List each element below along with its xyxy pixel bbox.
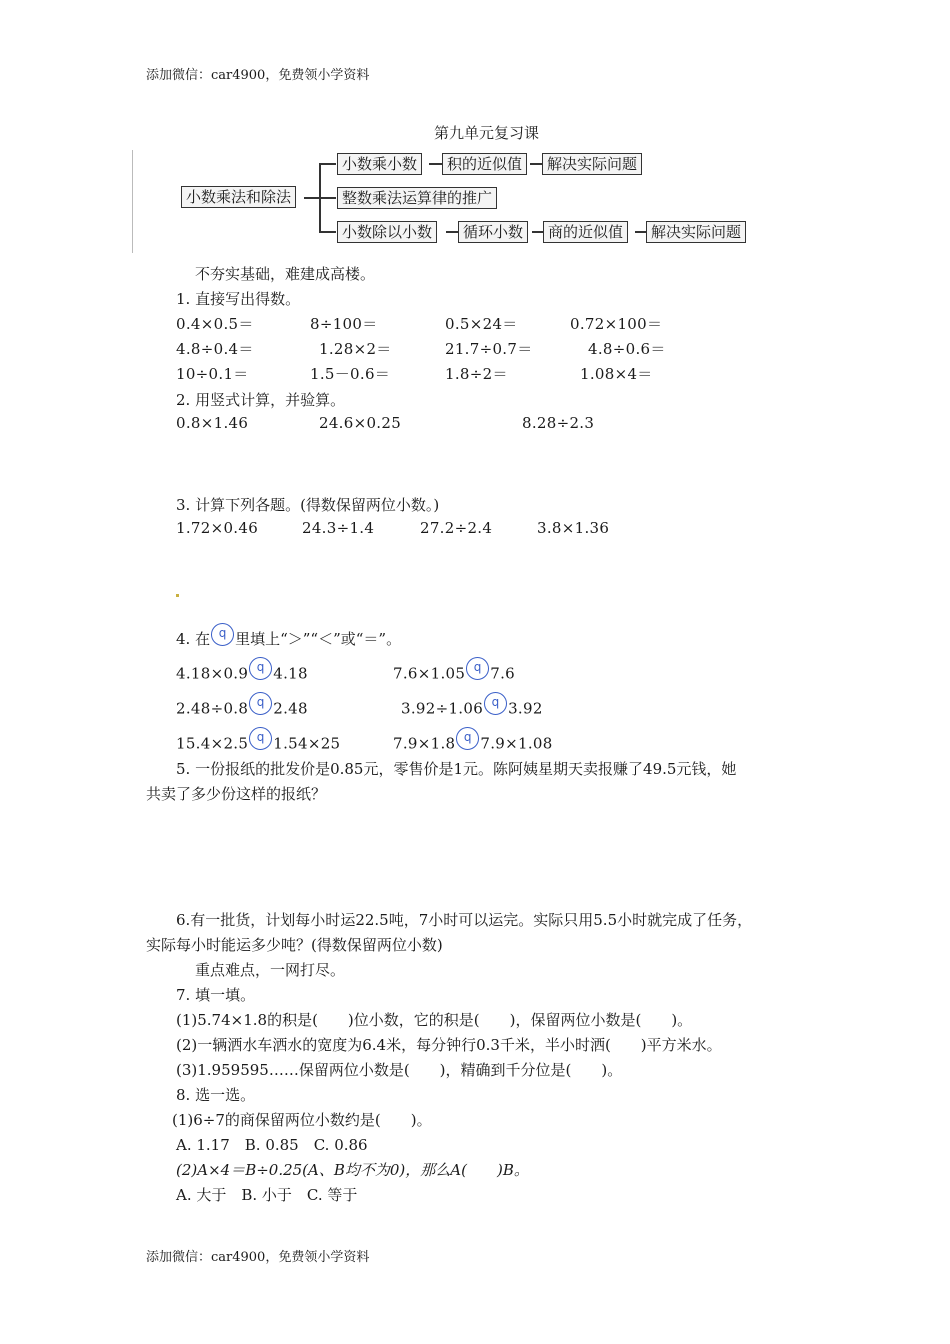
connector	[319, 231, 336, 233]
compare-right: 1.54×25	[273, 734, 341, 753]
question-4-text: 里填上“＞”“＜”或“＝”。	[235, 630, 402, 648]
section-intro: 重点难点，一网打尽。	[195, 961, 346, 979]
calc-item: 21.7÷0.7＝	[445, 340, 533, 358]
calc-item: 4.8÷0.4＝	[176, 340, 254, 358]
connector	[319, 163, 336, 165]
calc-item: 4.8÷0.6＝	[588, 340, 666, 358]
section-intro: 不夯实基础，难建成高楼。	[195, 265, 376, 283]
diagram-node: 积的近似值	[442, 153, 527, 175]
calc-item: 3.8×1.36	[537, 519, 610, 537]
connector	[446, 231, 458, 233]
connector	[319, 197, 336, 199]
calc-item: 24.3÷1.4	[302, 519, 375, 537]
compare-circle-icon[interactable]: q	[249, 657, 272, 680]
compare-circle-icon[interactable]: q	[249, 727, 272, 750]
calc-item: 0.5×24＝	[445, 315, 518, 333]
compare-circle-icon[interactable]: q	[456, 727, 479, 750]
connector	[530, 163, 542, 165]
calc-item: 0.4×0.5＝	[176, 315, 254, 333]
calc-item: 27.2÷2.4	[420, 519, 493, 537]
compare-right: 7.9×1.08	[480, 734, 553, 753]
question-4-title	[176, 625, 402, 652]
choice-options: A. 大于 B. 小于 C. 等于	[176, 1186, 358, 1204]
compare-right: 7.6	[490, 664, 515, 683]
calc-item: 1.5－0.6＝	[310, 365, 391, 383]
scan-speck	[176, 594, 179, 597]
compare-right: 4.18	[273, 664, 308, 683]
calc-item: 8.28÷2.3	[522, 414, 595, 432]
question-6-line2: 实际每小时能运多少吨？(得数保留两位小数)	[146, 936, 443, 954]
calc-item: 1.28×2＝	[319, 340, 392, 358]
connector	[304, 197, 320, 199]
fill-item: (1)5.74×1.8的积是( )位小数，它的积是( )，保留两位小数是( )。	[176, 1011, 693, 1029]
calc-item: 8÷100＝	[310, 315, 378, 333]
diagram-node: 解决实际问题	[646, 221, 746, 243]
page-header: 添加微信：car4900，免费领小学资料	[146, 68, 370, 83]
diagram-node: 整数乘法运算律的推广	[337, 187, 497, 209]
choice-options: A. 1.17 B. 0.85 C. 0.86	[176, 1136, 368, 1154]
page-footer: 添加微信：car4900，免费领小学资料	[146, 1250, 370, 1265]
compare-item	[393, 660, 515, 686]
question-3-title: 3. 计算下列各题。(得数保留两位小数。)	[176, 496, 440, 514]
calc-item: 0.72×100＝	[570, 315, 663, 333]
compare-left: 7.6×1.05	[393, 664, 466, 683]
compare-item	[176, 660, 308, 686]
connector	[429, 163, 442, 165]
choice-question: (1)6÷7的商保留两位小数约是( )。	[172, 1111, 432, 1129]
compare-circle-icon[interactable]: q	[249, 692, 272, 715]
diagram-node: 解决实际问题	[542, 153, 642, 175]
compare-item	[393, 730, 553, 756]
calc-item: 10÷0.1＝	[176, 365, 249, 383]
calc-item: 1.72×0.46	[176, 519, 259, 537]
connector	[635, 231, 646, 233]
compare-left: 7.9×1.8	[393, 734, 456, 753]
fill-item: (2)一辆洒水车洒水的宽度为6.4米，每分钟行0.3千米，半小时洒( )平方米水。	[176, 1036, 722, 1054]
question-1-title: 1. 直接写出得数。	[176, 290, 301, 308]
diagram-node: 小数乘小数	[337, 153, 422, 175]
compare-circle-icon: q	[211, 623, 234, 646]
calc-item: 1.8÷2＝	[445, 365, 508, 383]
compare-right: 2.48	[273, 699, 308, 718]
margin-rule	[132, 150, 133, 253]
question-5-line1: 5. 一份报纸的批发价是0.85元，零售价是1元。陈阿姨星期天卖报赚了49.5元钱，她	[176, 760, 737, 778]
compare-left: 4.18×0.9	[176, 664, 249, 683]
fill-item: (3)1.959595……保留两位小数是( )，精确到千分位是( )。	[176, 1061, 623, 1079]
compare-item	[401, 695, 543, 721]
question-7-title: 7. 填一填。	[176, 986, 256, 1004]
choice-question: (2)A×4＝B÷0.25(A、B均不为0)，那么A( )B。	[176, 1161, 529, 1179]
diagram-root: 小数乘法和除法	[181, 186, 296, 208]
compare-item	[176, 695, 308, 721]
compare-item	[176, 730, 341, 756]
page-title: 第九单元复习课	[434, 124, 540, 142]
question-2-title: 2. 用竖式计算，并验算。	[176, 391, 346, 409]
calc-item: 24.6×0.25	[319, 414, 402, 432]
question-6-line1: 6.有一批货，计划每小时运22.5吨，7小时可以运完。实际只用5.5小时就完成了任务，	[176, 911, 753, 929]
compare-left: 2.48÷0.8	[176, 699, 249, 718]
compare-left: 15.4×2.5	[176, 734, 249, 753]
compare-circle-icon[interactable]: q	[466, 657, 489, 680]
compare-right: 3.92	[508, 699, 543, 718]
diagram-node: 小数除以小数	[337, 221, 437, 243]
connector	[532, 231, 543, 233]
compare-left: 3.92÷1.06	[401, 699, 484, 718]
calc-item: 1.08×4＝	[580, 365, 653, 383]
compare-circle-icon[interactable]: q	[484, 692, 507, 715]
diagram-node: 循环小数	[458, 221, 528, 243]
question-5-line2: 共卖了多少份这样的报纸？	[146, 785, 327, 803]
question-8-title: 8. 选一选。	[176, 1086, 256, 1104]
diagram-node: 商的近似值	[543, 221, 628, 243]
calc-item: 0.8×1.46	[176, 414, 249, 432]
question-4-text: 4. 在	[176, 630, 211, 648]
